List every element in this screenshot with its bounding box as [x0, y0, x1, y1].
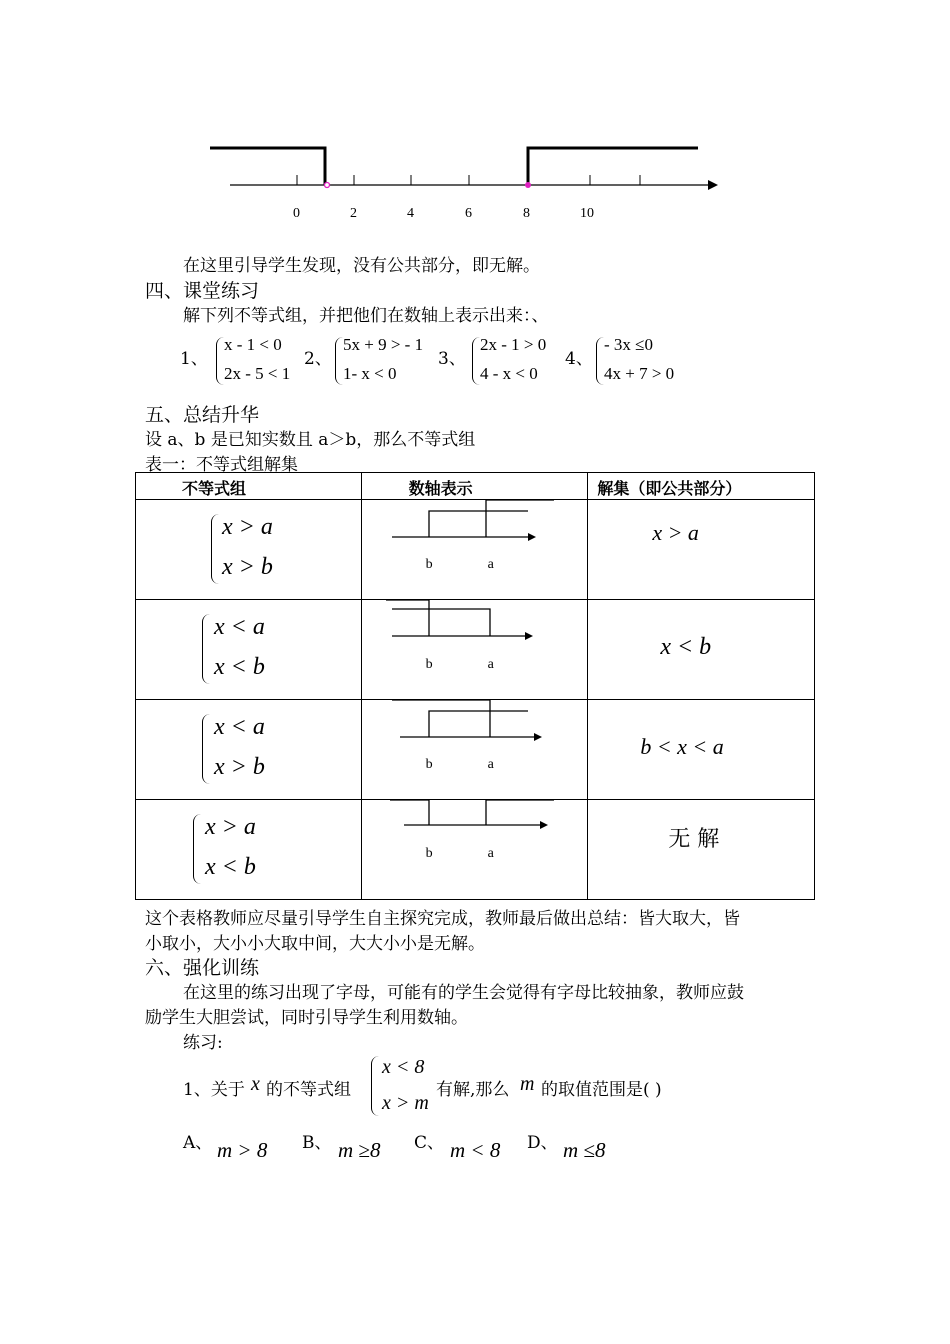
point-b-label: b — [425, 846, 433, 861]
right-bracket — [528, 148, 698, 185]
brace-icon — [193, 814, 202, 884]
summary-line-1: 这个表格教师应尽量引导学生自主探究完成，教师最后做出总结：皆大取大，皆 — [145, 909, 740, 929]
number-line-diagram — [362, 600, 589, 699]
question-1-mid: 的不等式组 — [266, 1080, 351, 1100]
question-1-var: x — [251, 1073, 260, 1095]
practice-label: 练习: — [183, 1033, 223, 1053]
option-a-expr[interactable]: m > 8 — [217, 1138, 268, 1162]
exercise-3-number: 3、 — [438, 349, 466, 369]
guide-text: 在这里引导学生发现，没有公共部分，即无解。 — [183, 256, 540, 276]
exercise-2-line1: 5x + 9 > - 1 — [343, 335, 424, 354]
inequality-1: x < a — [214, 614, 265, 640]
closed-point — [525, 182, 531, 188]
exercise-1-line2: 2x - 5 < 1 — [224, 364, 291, 383]
point-b-label: b — [425, 557, 433, 572]
inequality-1: x > a — [205, 814, 256, 840]
left-bracket — [210, 148, 325, 185]
exercise-4-number: 4、 — [565, 349, 593, 369]
table-caption: 表一：不等式组解集 — [145, 455, 298, 475]
option-d-expr[interactable]: m ≤8 — [563, 1138, 606, 1162]
solution-set: x > a — [652, 520, 699, 545]
inequality-1: x > a — [222, 514, 273, 540]
tick-label: 10 — [580, 206, 594, 221]
exercise-1-number: 1、 — [180, 349, 208, 369]
section-4-instruction: 解下列不等式组，并把他们在数轴上表示出来：、 — [183, 306, 549, 326]
brace-icon — [211, 514, 220, 584]
option-a-label[interactable]: A、 — [183, 1133, 213, 1153]
tick-label: 0 — [293, 206, 300, 221]
tick-label: 2 — [350, 206, 357, 221]
question-1-suffix-2: 的取值范围是( ) — [541, 1080, 662, 1100]
question-1-var2: m — [520, 1073, 535, 1095]
header-inequality: 不等式组 — [182, 479, 247, 498]
number-line-diagram — [362, 800, 589, 899]
exercise-4-line2: 4x + 7 > 0 — [604, 364, 675, 383]
exercise-3-line1: 2x - 1 > 0 — [480, 335, 547, 354]
inequality-2: x > b — [222, 554, 273, 580]
header-number-line: 数轴表示 — [408, 479, 473, 498]
summary-line-2: 小取小，大小小大取中间，大大小小是无解。 — [145, 934, 485, 954]
exercise-3-line2: 4 - x < 0 — [480, 364, 538, 383]
option-c-expr[interactable]: m < 8 — [450, 1138, 501, 1162]
solution-set: b < x < a — [640, 734, 724, 759]
solution-set: 无 解 — [668, 827, 720, 852]
tick-label: 8 — [523, 206, 530, 221]
inequality-1: x < a — [214, 714, 265, 740]
section-5-title: 五、总结升华 — [145, 404, 260, 426]
axis-arrow — [708, 180, 718, 190]
question-1-line2: x > m — [382, 1092, 429, 1114]
tick-label: 4 — [407, 206, 414, 221]
brace-icon — [202, 714, 211, 784]
exercise-1-line1: x - 1 < 0 — [224, 335, 282, 354]
point-b-label: b — [425, 757, 433, 772]
section-6-paragraph-1: 在这里的练习出现了字母，可能有的学生会觉得有字母比较抽象，教师应鼓 — [183, 983, 744, 1003]
solution-set: x < b — [660, 634, 712, 660]
exercise-2-line2: 1- x < 0 — [343, 364, 397, 383]
table-row — [136, 700, 815, 800]
section-6-title: 六、强化训练 — [145, 957, 260, 979]
option-c-label[interactable]: C、 — [414, 1133, 445, 1153]
point-b-label: b — [425, 657, 433, 672]
option-b-expr[interactable]: m ≥8 — [338, 1138, 381, 1162]
point-a-label: a — [487, 757, 494, 772]
table-row — [136, 500, 815, 600]
brace-icon — [371, 1056, 380, 1116]
open-point — [325, 183, 330, 188]
table-row — [136, 600, 815, 700]
solution-set-table — [135, 472, 815, 900]
exercise-4-line1: - 3x ≤0 — [604, 335, 653, 354]
question-1-prefix: 1、关于 — [183, 1080, 245, 1100]
inequality-2: x < b — [205, 854, 256, 880]
inequality-2: x > b — [214, 754, 265, 780]
tick-marks — [297, 175, 640, 185]
section-5-intro: 设 a、b 是已知实数且 a＞b，那么不等式组 — [145, 430, 476, 450]
question-1-line1: x < 8 — [382, 1056, 425, 1078]
brace-icon — [202, 614, 211, 684]
option-b-label[interactable]: B、 — [302, 1133, 332, 1153]
number-line-diagram — [362, 500, 589, 599]
point-a-label: a — [487, 846, 494, 861]
option-d-label[interactable]: D、 — [527, 1133, 558, 1153]
question-1-suffix-1: 有解,那么 — [436, 1080, 510, 1100]
point-a-label: a — [487, 557, 494, 572]
tick-label: 6 — [465, 206, 472, 221]
point-a-label: a — [487, 657, 494, 672]
exercise-2-number: 2、 — [304, 349, 332, 369]
header-solution-set: 解集（即公共部分） — [597, 479, 742, 498]
table-row — [136, 800, 815, 900]
number-line-diagram — [362, 700, 589, 799]
section-6-paragraph-2: 励学生大胆尝试，同时引导学生利用数轴。 — [145, 1008, 468, 1028]
section-4-title: 四、课堂练习 — [145, 280, 260, 302]
inequality-2: x < b — [214, 654, 265, 680]
